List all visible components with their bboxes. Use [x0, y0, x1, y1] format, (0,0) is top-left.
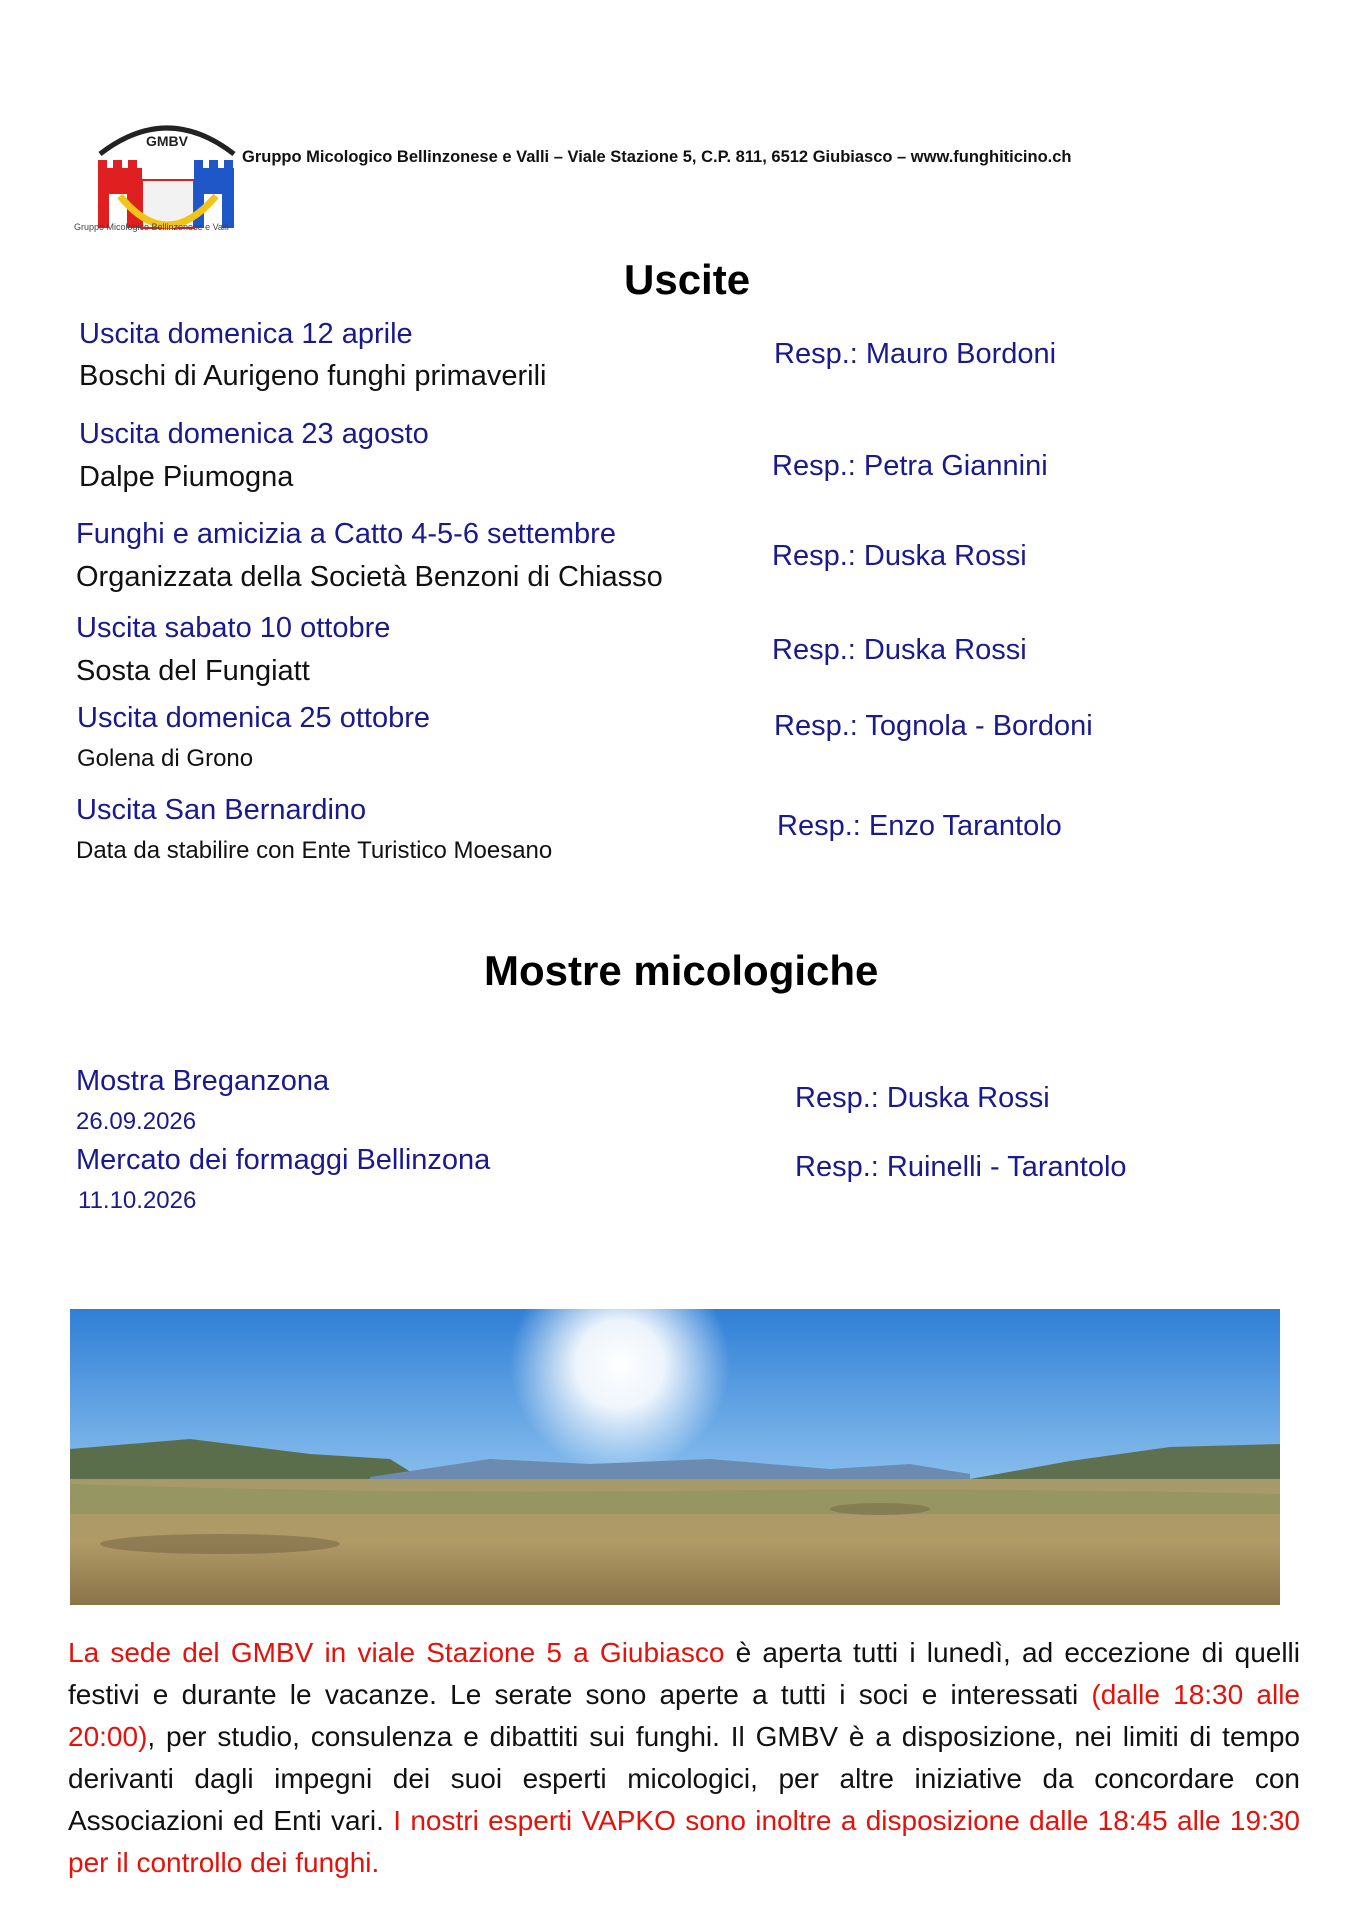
- mostra-1-date: 26.09.2026: [76, 1108, 197, 1135]
- info-text-1: è aperta tutti i lunedì, ad eccezione di quelli festivi e durante le vacanze. Le serate sono aperte a tutti i soci e interessati: [68, 1637, 1301, 1710]
- mostra-1-title: Mostra Breganzona: [76, 1065, 330, 1097]
- uscita-1-desc: Boschi di Aurigeno funghi primaverili: [79, 360, 547, 392]
- info-red-1: La sede del GMBV in viale Stazione 5 a Giubiasco: [68, 1637, 725, 1668]
- mostra-1-resp: Resp.: Duska Rossi: [795, 1082, 1050, 1114]
- uscita-5-title: Uscita domenica 25 ottobre: [77, 702, 431, 734]
- uscita-4-title: Uscita sabato 10 ottobre: [76, 612, 391, 644]
- logo-caption: Gruppo Micologico Bellinzonese e Valli: [74, 222, 229, 232]
- uscita-5-resp: Resp.: Tognola - Bordoni: [774, 710, 1093, 742]
- uscita-6-resp: Resp.: Enzo Tarantolo: [777, 810, 1062, 842]
- uscita-3-resp: Resp.: Duska Rossi: [772, 540, 1027, 572]
- panorama-photo: [70, 1309, 1280, 1605]
- uscita-3-desc: Organizzata della Società Benzoni di Chiasso: [76, 561, 663, 593]
- mostra-2-date: 11.10.2026: [78, 1187, 197, 1214]
- info-paragraph: [68, 1632, 1300, 1884]
- uscita-4-resp: Resp.: Duska Rossi: [772, 634, 1027, 666]
- mountain-landscape-icon: [70, 1309, 1280, 1605]
- info-red-3: I nostri esperti VAPKO sono inoltre a disposizione dalle 18:45 alle 19:30 per il controllo dei funghi.: [68, 1805, 1300, 1878]
- uscita-3-title: Funghi e amicizia a Catto 4-5-6 settembre: [76, 518, 616, 550]
- svg-text:GMBV: GMBV: [146, 133, 188, 149]
- uscita-2-desc: Dalpe Piumogna: [79, 461, 294, 493]
- uscita-2-resp: Resp.: Petra Giannini: [772, 450, 1048, 482]
- castle-logo-icon: [92, 108, 242, 238]
- uscita-1-title: Uscita domenica 12 aprile: [79, 318, 413, 350]
- info-red-2: (dalle 18:30 alle 20:00): [68, 1679, 1301, 1752]
- uscita-5-desc: Golena di Grono: [77, 745, 254, 772]
- uscita-6-title: Uscita San Bernardino: [76, 794, 367, 826]
- mostra-2-resp: Resp.: Ruinelli - Tarantolo: [795, 1151, 1127, 1183]
- gmbv-logo: [92, 108, 242, 238]
- mostre-title: Mostre micologiche: [484, 947, 879, 994]
- uscita-1-resp: Resp.: Mauro Bordoni: [774, 338, 1057, 370]
- info-text-2: , per studio, consulenza e dibattiti sui funghi. Il GMBV è a disposizione, nei limiti di tempo derivanti dagli impegni dei suoi esperti micologici, per altre iniziative da concordare con Associazioni ed Enti vari.: [68, 1721, 1300, 1836]
- uscite-title: Uscite: [624, 256, 751, 303]
- mostra-2-title: Mercato dei formaggi Bellinzona: [76, 1144, 491, 1176]
- uscita-6-desc: Data da stabilire con Ente Turistico Moesano: [76, 837, 553, 864]
- uscita-2-title: Uscita domenica 23 agosto: [79, 418, 429, 450]
- header-info: Gruppo Micologico Bellinzonese e Valli – Viale Stazione 5, C.P. 811, 6512 Giubiasco – www.funghiticino.ch: [242, 148, 1072, 166]
- uscita-4-desc: Sosta del Fungiatt: [76, 655, 310, 687]
